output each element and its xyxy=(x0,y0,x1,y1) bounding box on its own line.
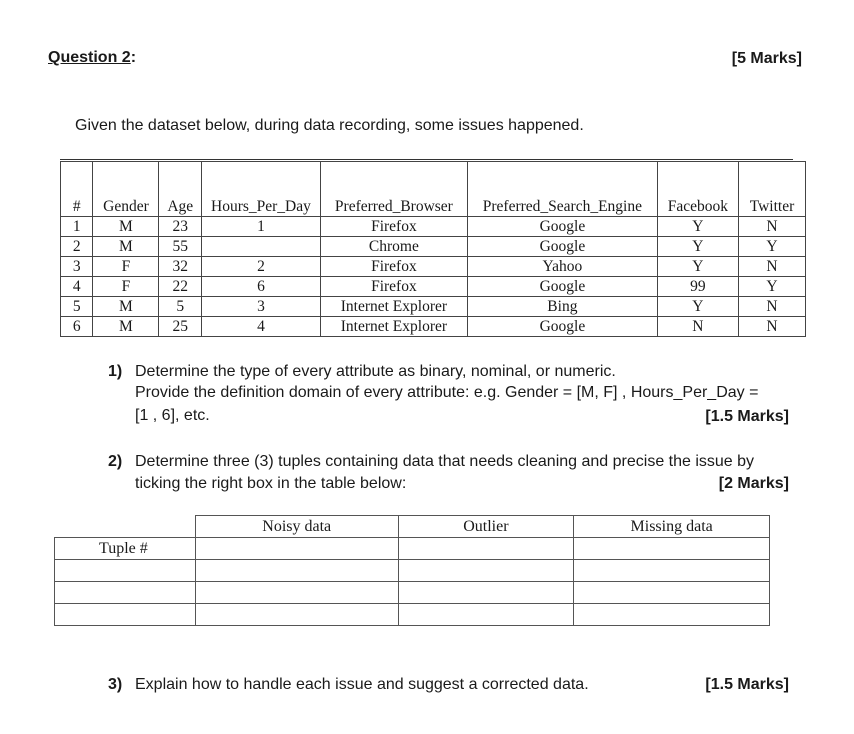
dataset-cell: M xyxy=(93,237,159,257)
dataset-cell: Y xyxy=(657,257,738,277)
dataset-cell: Firefox xyxy=(320,277,467,297)
dataset-row xyxy=(61,277,806,297)
dataset-cell: Internet Explorer xyxy=(320,297,467,317)
item-2-marks: [2 Marks] xyxy=(718,475,789,492)
item-1-number: 1) xyxy=(108,363,123,380)
tuple-label-row xyxy=(55,538,770,560)
dataset-header-cell: Hours_Per_Day xyxy=(202,162,321,217)
item-1-line-2: Provide the definition domain of every attribute: e.g. Gender = [M, F] , Hours_Per_Day = xyxy=(135,384,759,401)
dataset-header-cell: Twitter xyxy=(738,162,805,217)
dataset-cell: Y xyxy=(738,237,805,257)
dataset-table xyxy=(60,161,806,337)
tuple-cell[interactable] xyxy=(195,582,398,604)
tuple-cell[interactable] xyxy=(574,560,770,582)
dataset-cell: 2 xyxy=(61,237,93,257)
tuple-cell[interactable] xyxy=(398,582,574,604)
dataset-header-cell: Gender xyxy=(93,162,159,217)
blank-corner xyxy=(55,516,196,538)
tuple-cell[interactable] xyxy=(398,604,574,626)
dataset-cell: M xyxy=(93,317,159,337)
tuple-cell[interactable] xyxy=(55,560,196,582)
tuple-row xyxy=(55,604,770,626)
item-3-line-1: Explain how to handle each issue and suggest a corrected data. xyxy=(135,676,589,693)
dataset-row xyxy=(61,257,806,277)
dataset-row xyxy=(61,297,806,317)
question-title: Question 2: xyxy=(48,49,137,66)
dataset-header-cell: Age xyxy=(159,162,202,217)
dataset-cell: 6 xyxy=(61,317,93,337)
intro-text: Given the dataset below, during data recording, some issues happened. xyxy=(75,117,584,134)
item-1-marks: [1.5 Marks] xyxy=(705,408,789,425)
dataset-row xyxy=(61,317,806,337)
dataset-row xyxy=(61,217,806,237)
dataset-cell: Chrome xyxy=(320,237,467,257)
dataset-cell: Y xyxy=(657,237,738,257)
dataset-cell: Google xyxy=(467,277,657,297)
dataset-header-cell: Preferred_Browser xyxy=(320,162,467,217)
tuple-header-row xyxy=(55,516,770,538)
tuple-cell[interactable] xyxy=(55,582,196,604)
dataset-cell: Y xyxy=(657,217,738,237)
tuple-answer-table xyxy=(54,515,770,626)
dataset-cell: F xyxy=(93,257,159,277)
dataset-cell: 4 xyxy=(61,277,93,297)
tuple-cell[interactable] xyxy=(195,560,398,582)
dataset-cell: 3 xyxy=(202,297,321,317)
dataset-header-cell: Preferred_Search_Engine xyxy=(467,162,657,217)
col-outlier: Outlier xyxy=(398,516,574,538)
item-1-line-3: [1 , 6], etc. xyxy=(135,407,210,424)
item-2-line-1: Determine three (3) tuples containing data that needs cleaning and precise the issue by xyxy=(135,453,755,470)
dataset-cell: N xyxy=(738,297,805,317)
dataset-cell: 5 xyxy=(159,297,202,317)
dataset-cell: N xyxy=(657,317,738,337)
dataset-cell: 23 xyxy=(159,217,202,237)
dataset-cell: N xyxy=(738,257,805,277)
dataset-cell: 1 xyxy=(202,217,321,237)
dataset-cell: Google xyxy=(467,317,657,337)
divider xyxy=(60,159,793,160)
tuple-cell[interactable] xyxy=(574,582,770,604)
tuple-cell[interactable] xyxy=(574,604,770,626)
item-2-line-2: ticking the right box in the table below: xyxy=(135,475,407,492)
tuple-cell[interactable] xyxy=(195,538,398,560)
item-3-marks: [1.5 Marks] xyxy=(705,676,789,693)
col-missing-data: Missing data xyxy=(574,516,770,538)
dataset-cell: 3 xyxy=(61,257,93,277)
dataset-cell: 6 xyxy=(202,277,321,297)
dataset-cell: Y xyxy=(738,277,805,297)
dataset-cell: 5 xyxy=(61,297,93,317)
item-1-line-1: Determine the type of every attribute as binary, nominal, or numeric. xyxy=(135,363,616,380)
dataset-cell: Yahoo xyxy=(467,257,657,277)
tuple-row xyxy=(55,582,770,604)
tuple-cell[interactable] xyxy=(574,538,770,560)
dataset-cell: 1 xyxy=(61,217,93,237)
dataset-cell: 99 xyxy=(657,277,738,297)
dataset-header-cell: # xyxy=(61,162,93,217)
tuple-cell[interactable] xyxy=(55,604,196,626)
dataset-cell: 55 xyxy=(159,237,202,257)
tuple-cell[interactable] xyxy=(398,538,574,560)
dataset-cell: 4 xyxy=(202,317,321,337)
question-marks: [5 Marks] xyxy=(731,50,802,67)
dataset-cell: F xyxy=(93,277,159,297)
dataset-cell: 2 xyxy=(202,257,321,277)
dataset-cell: Google xyxy=(467,237,657,257)
dataset-header-cell: Facebook xyxy=(657,162,738,217)
dataset-cell: Y xyxy=(657,297,738,317)
dataset-cell: 22 xyxy=(159,277,202,297)
dataset-row xyxy=(61,237,806,257)
col-noisy-data: Noisy data xyxy=(195,516,398,538)
dataset-header-row xyxy=(61,162,806,217)
dataset-cell: Internet Explorer xyxy=(320,317,467,337)
tuple-cell[interactable] xyxy=(195,604,398,626)
dataset-cell: N xyxy=(738,317,805,337)
dataset-cell: M xyxy=(93,217,159,237)
dataset-cell xyxy=(202,237,321,257)
dataset-cell: N xyxy=(738,217,805,237)
item-3-number: 3) xyxy=(108,676,123,693)
dataset-cell: Google xyxy=(467,217,657,237)
dataset-cell: M xyxy=(93,297,159,317)
dataset-cell: 32 xyxy=(159,257,202,277)
tuple-cell[interactable] xyxy=(398,560,574,582)
dataset-cell: 25 xyxy=(159,317,202,337)
dataset-cell: Firefox xyxy=(320,257,467,277)
dataset-cell: Bing xyxy=(467,297,657,317)
tuple-label: Tuple # xyxy=(55,538,196,560)
tuple-row xyxy=(55,560,770,582)
item-2-number: 2) xyxy=(108,453,123,470)
dataset-cell: Firefox xyxy=(320,217,467,237)
